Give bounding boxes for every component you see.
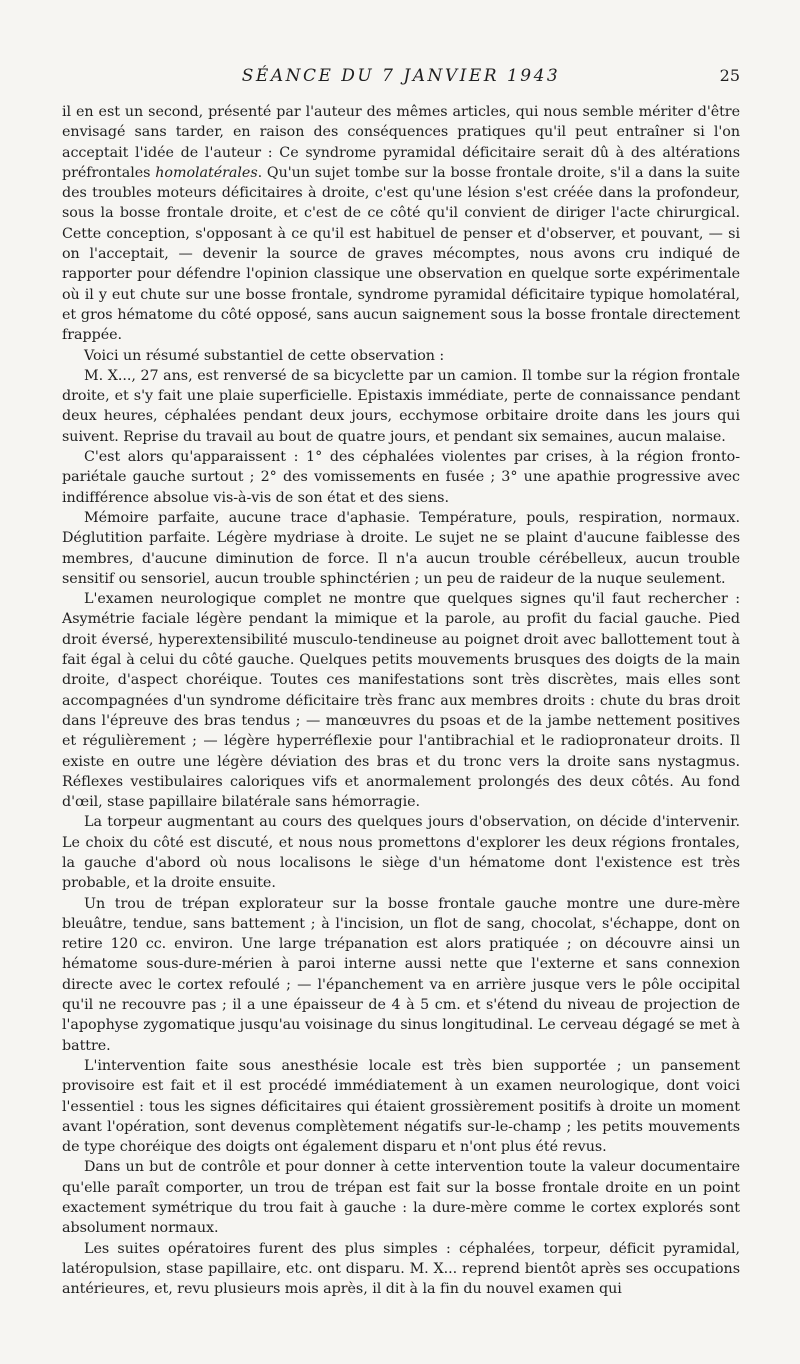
paragraph-4: C'est alors qu'apparaissent : 1° des céphalées violentes par crises, à la région fronto-pariétale gauche surtout ; 2° des vomissements en fusée ; 3° une apathie progressive avec indifférence absolue vis-à-vis de son état et des siens. xyxy=(62,449,740,506)
paragraph-1-text-a: il en est un second, présenté par l'auteur des mêmes articles, qui nous semble mériter d'être envisagé sans tarder, en raison des conséquences pratiques qu'il peut entraîner si l'on acceptait l'idée de l'auteur : Ce syndrome pyramidal déficitaire serait dû à des altérations préfrontales xyxy=(62,104,740,181)
running-header xyxy=(62,66,740,92)
running-title: SÉANCE DU 7 JANVIER 1943 xyxy=(241,66,561,86)
paragraph-1 xyxy=(62,102,740,346)
paragraph-9: L'intervention faite sous anesthésie locale est très bien supportée ; un pansement provisoire est fait et il est procédé immédiatement à un examen neurologique, dont voici l'essentiel : tous les signes déficitaires qui étaient grossièrement positifs à droite un moment avant l'opération, sont devenus complètement négatifs sur-le-champ ; les petits mouvements de type choréique des doigts ont également disparu et n'ont plus été revus. xyxy=(62,1057,740,1156)
paragraph-10: Dans un but de contrôle et pour donner à cette intervention toute la valeur documentaire qu'elle paraît comporter, un trou de trépan est fait sur la bosse frontale droite en un point exactement symétrique du trou fait à gauche : la dure-mère comme le cortex explorés sont absolument normaux. xyxy=(62,1159,740,1237)
paragraph-2: Voici un résumé substantiel de cette observation : xyxy=(84,347,445,364)
paragraph-8: Un trou de trépan explorateur sur la bosse frontale gauche montre une dure-mère bleuâtre, tendue, sans battement ; à l'incision, un flot de sang, chocolat, s'échappe, dont on retire 120 cc. environ. Une large trépanation est alors pratiquée ; on découvre ainsi un hématome sous-dure-mérien à paroi interne aussi nette que l'externe et sans connexion directe avec le cortex refoulé ; — l'épanchement va en arrière jusque vers le pôle occipital qu'il ne recouvre pas ; il a une épaisseur de 4 à 5 cm. et s'étend du niveau de projection de l'apophyse zygomatique jusqu'au voisinage du sinus longitudinal. Le cerveau dégagé se met à battre. xyxy=(62,895,740,1054)
paragraph-1-text-b: . Qu'un sujet tombe sur la bosse frontale droite, s'il a dans la suite des troubles moteurs déficitaires à droite, c'est qu'une lésion s'est créée dans la profondeur, sous la bosse frontale droite, et c'est de ce côté qu'il convient de diriger l'acte chirurgical. Cette conception, s'opposant à ce qu'il est habituel de penser et d'observer, et pouvant, — si on l'acceptait, — devenir la source de graves mécomptes, nous avons cru indiqué de rapporter pour défendre l'opinion classique une observation en quelque sorte expérimentale où il y eut chute sur une bosse frontale, syndrome pyramidal déficitaire typique homolatéral, et gros hématome du côté opposé, sans aucun saignement sous la bosse frontale directement frappée. xyxy=(62,164,740,344)
paragraph-6: L'examen neurologique complet ne montre que quelques signes qu'il faut rechercher : Asymétrie faciale légère pendant la mimique et la parole, au profit du facial gauche. Pied droit éversé, hyperextensibilité musculo-tendineuse au poignet droit avec ballottement tout à fait égal à celui du côté gauche. Quelques petits mouvements brusques des doigts de la main droite, d'aspect choréique. Toutes ces manifestations sont très discrètes, mais elles sont accompagnées d'un syndrome déficitaire très franc aux membres droits : chute du bras droit dans l'épreuve des bras tendus ; — manœuvres du psoas et de la jambe nettement positives et régulièrement ; — légère hyperréflexie pour l'antibrachial et le radiopronateur droits. Il existe en outre une légère déviation des bras et du tronc vers la droite sans nystagmus. Réflexes vestibulaires caloriques vifs et anormalement prolongés des deux côtés. Au fond d'œil, stase papillaire bilatérale sans hémorragie. xyxy=(62,591,740,811)
paragraph-5: Mémoire parfaite, aucune trace d'aphasie. Température, pouls, respiration, normaux. Déglutition parfaite. Légère mydriase à droite. Le sujet ne se plaint d'aucune faiblesse des membres, d'aucune diminution de force. Il n'a aucun trouble cérébelleux, aucun trouble sensitif ou sensoriel, aucun trouble sphinctérien ; un peu de raideur de la nuque seulement. xyxy=(62,509,740,587)
paragraph-11: Les suites opératoires furent des plus simples : céphalées, torpeur, déficit pyramidal, latéropulsion, stase papillaire, etc. ont disparu. M. X... reprend bientôt après ses occupations antérieures, et, revu plusieurs mois après, il dit à la fin du nouvel examen qui xyxy=(62,1240,740,1298)
italic-term: homolatérales xyxy=(155,164,258,181)
page-number: 25 xyxy=(719,66,740,85)
paragraph-7: La torpeur augmentant au cours des quelques jours d'observation, on décide d'intervenir. Le choix du côté est discuté, et nous nous promettons d'explorer les deux régions frontales, la gauche d'abord où nous localisons le siège d'un hématome dont l'existence est très probable, et la droite ensuite. xyxy=(62,814,740,892)
paragraph-3: M. X..., 27 ans, est renversé de sa bicyclette par un camion. Il tombe sur la région frontale droite, et s'y fait une plaie superficielle. Epistaxis immédiate, perte de connaissance pendant deux heures, céphalées pendant deux jours, ecchymose orbitaire droite dans les jours qui suivent. Reprise du travail au bout de quatre jours, et pendant six semaines, aucun malaise. xyxy=(62,367,740,445)
body-text xyxy=(62,102,740,1300)
